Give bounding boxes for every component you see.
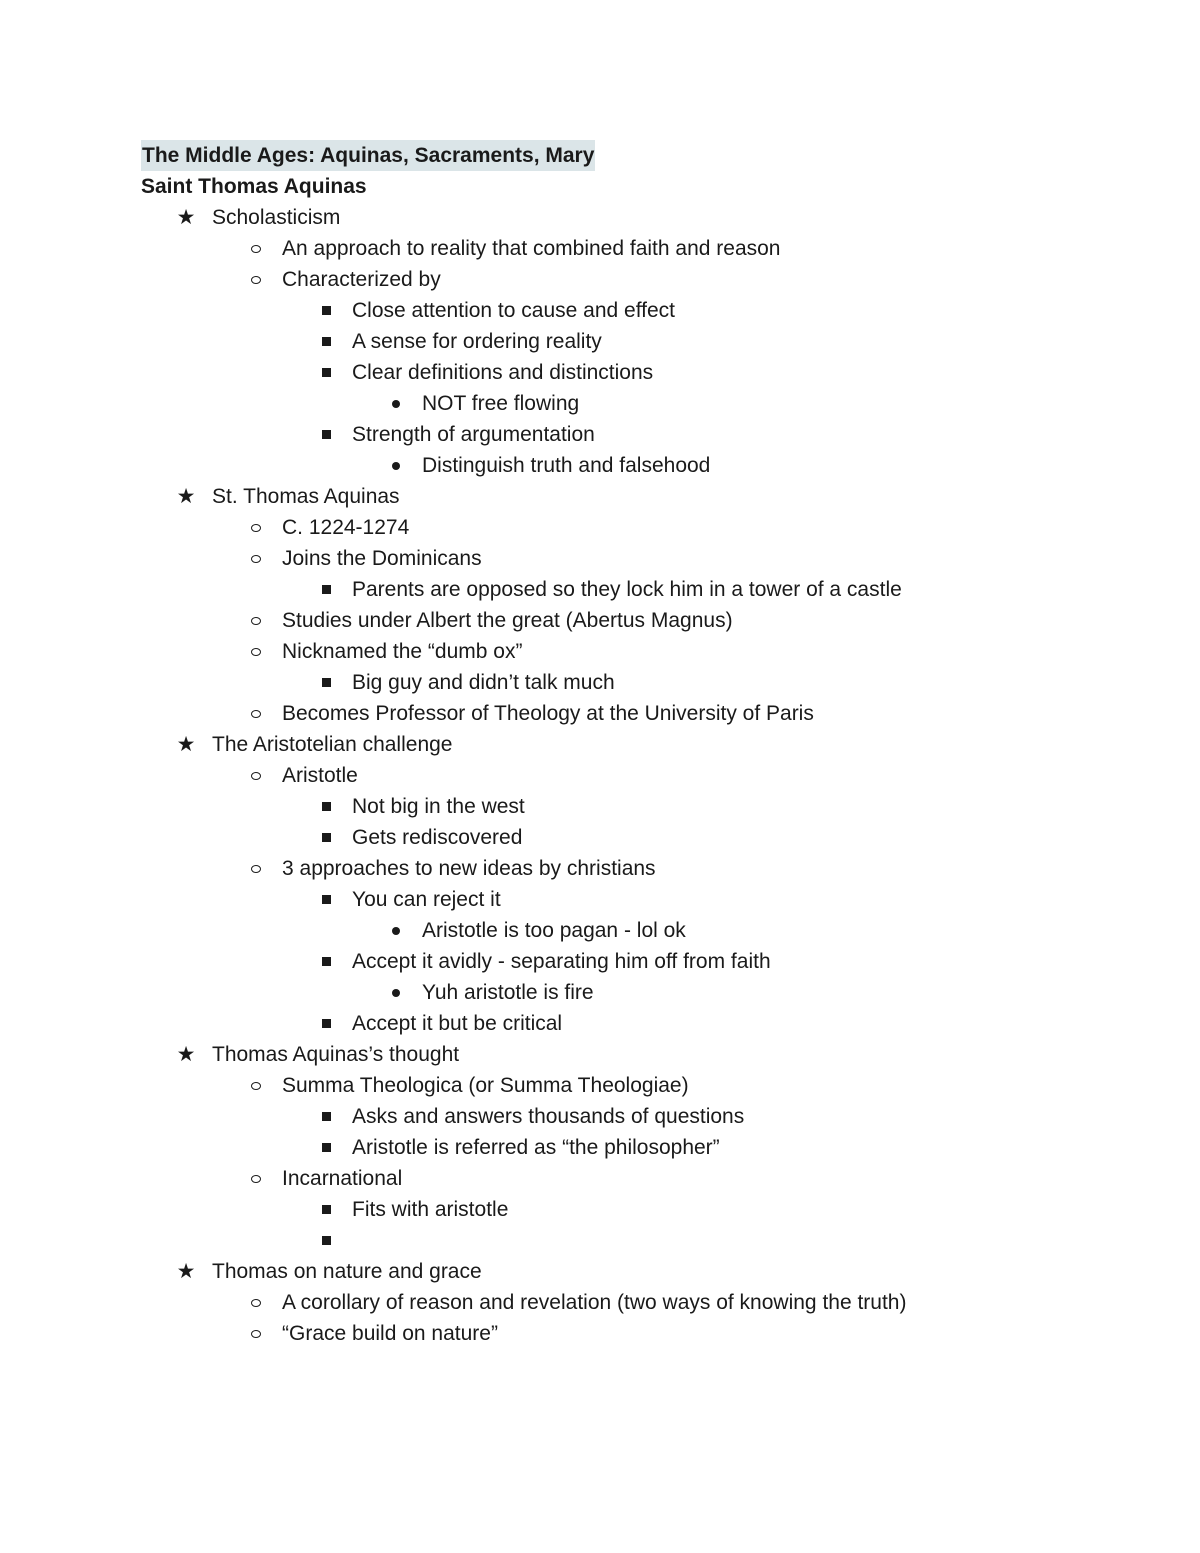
filled-square-icon <box>316 326 336 357</box>
outline-item-text: A sense for ordering reality <box>352 330 602 353</box>
outline-item-text: A corollary of reason and revelation (two ways of knowing the truth) <box>282 1291 907 1314</box>
filled-dot-icon <box>386 977 406 1008</box>
star-icon: ★ <box>176 733 196 756</box>
outline-item-text: Aristotle is too pagan - lol ok <box>422 919 686 942</box>
star-icon: ★ <box>176 1260 196 1283</box>
outline-item-text: Aristotle <box>282 764 358 787</box>
outline-item-text: Incarnational <box>282 1167 403 1190</box>
filled-square-icon <box>316 1101 336 1132</box>
filled-dot-icon <box>386 388 406 419</box>
hollow-circle-icon <box>246 853 266 884</box>
filled-square-icon <box>316 884 336 915</box>
outline-item-text: Scholasticism <box>212 206 341 229</box>
hollow-circle-icon <box>246 1163 266 1194</box>
hollow-circle-icon <box>246 605 266 636</box>
star-icon: ★ <box>176 206 196 229</box>
outline-item-text: The Aristotelian challenge <box>212 733 453 756</box>
outline-item-text: C. 1224-1274 <box>282 516 410 539</box>
outline-item-text: Asks and answers thousands of questions <box>352 1105 745 1128</box>
outline-item-text: “Grace build on nature” <box>282 1322 498 1345</box>
outline-item-text: Joins the Dominicans <box>282 547 482 570</box>
filled-square-icon <box>316 419 336 450</box>
filled-square-icon <box>316 1008 336 1039</box>
outline-item-text: Big guy and didn’t talk much <box>352 671 615 694</box>
hollow-circle-icon <box>246 698 266 729</box>
section-heading: Saint Thomas Aquinas <box>141 175 367 198</box>
outline-item-text: Thomas Aquinas’s thought <box>212 1043 460 1066</box>
filled-square-icon <box>316 295 336 326</box>
filled-dot-icon <box>386 915 406 946</box>
outline-item-text: NOT free flowing <box>422 392 580 415</box>
filled-square-icon <box>316 822 336 853</box>
filled-square-icon <box>316 791 336 822</box>
hollow-circle-icon <box>246 264 266 295</box>
hollow-circle-icon <box>246 760 266 791</box>
hollow-circle-icon <box>246 636 266 667</box>
outline-item-text: Becomes Professor of Theology at the University of Paris <box>282 702 814 725</box>
outline-item-text: Distinguish truth and falsehood <box>422 454 711 477</box>
filled-square-icon <box>316 946 336 977</box>
outline-item-text: Summa Theologica (or Summa Theologiae) <box>282 1074 689 1097</box>
outline-item-text: Clear definitions and distinctions <box>352 361 654 384</box>
outline-item-text: You can reject it <box>352 888 501 911</box>
filled-dot-icon <box>386 450 406 481</box>
outline-item-text: Studies under Albert the great (Abertus Magnus) <box>282 609 733 632</box>
outline-item-text: Strength of argumentation <box>352 423 595 446</box>
filled-square-icon <box>316 357 336 388</box>
star-icon: ★ <box>176 1043 196 1066</box>
outline-item-text: Gets rediscovered <box>352 826 523 849</box>
outline-item-text: Characterized by <box>282 268 441 291</box>
document-title: The Middle Ages: Aquinas, Sacraments, Mary <box>141 140 595 171</box>
outline-item-text: Not big in the west <box>352 795 525 818</box>
hollow-circle-icon <box>246 233 266 264</box>
filled-square-icon <box>316 574 336 605</box>
outline-item-text: Accept it avidly - separating him off from faith <box>352 950 771 973</box>
filled-square-icon <box>316 1132 336 1163</box>
outline-item-text: 3 approaches to new ideas by christians <box>282 857 656 880</box>
filled-square-icon <box>316 1194 336 1225</box>
filled-square-icon <box>316 1225 336 1256</box>
star-icon: ★ <box>176 485 196 508</box>
outline-item-text: Yuh aristotle is fire <box>422 981 594 1004</box>
outline-item-text: Close attention to cause and effect <box>352 299 675 322</box>
outline-item-text: Fits with aristotle <box>352 1198 509 1221</box>
outline-item-text: Parents are opposed so they lock him in a tower of a castle <box>352 578 902 601</box>
hollow-circle-icon <box>246 543 266 574</box>
outline-item-text: Accept it but be critical <box>352 1012 563 1035</box>
outline-item-text: Aristotle is referred as “the philosopher” <box>352 1136 720 1159</box>
outline-item-text: St. Thomas Aquinas <box>212 485 400 508</box>
hollow-circle-icon <box>246 1287 266 1318</box>
outline-item-text: An approach to reality that combined faith and reason <box>282 237 781 260</box>
hollow-circle-icon <box>246 512 266 543</box>
filled-square-icon <box>316 667 336 698</box>
hollow-circle-icon <box>246 1318 266 1349</box>
hollow-circle-icon <box>246 1070 266 1101</box>
outline-item-text: Thomas on nature and grace <box>212 1260 482 1283</box>
outline-item-text: Nicknamed the “dumb ox” <box>282 640 523 663</box>
